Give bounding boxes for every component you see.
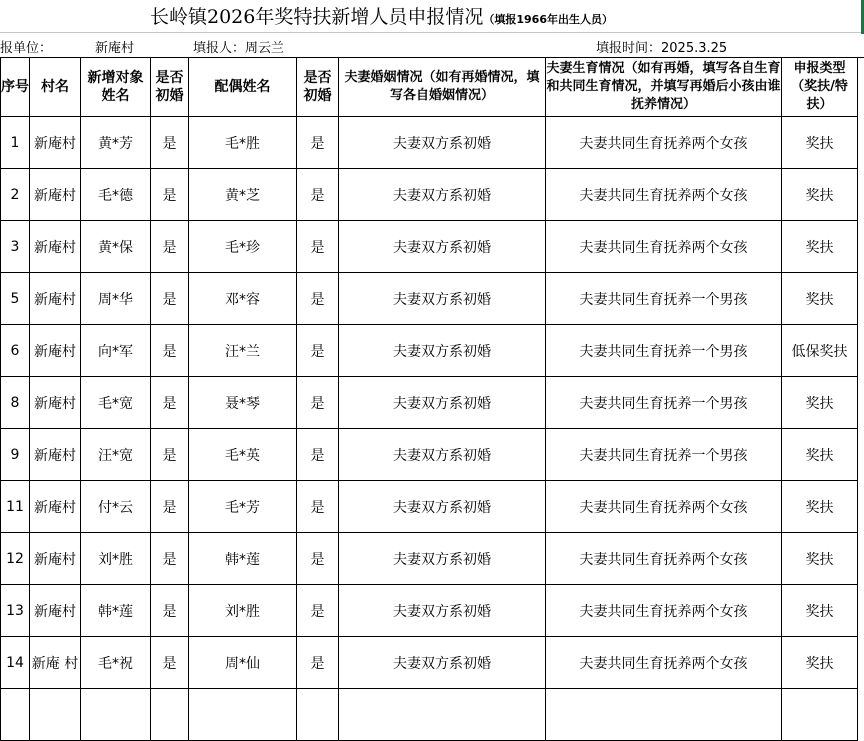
- cell-first-marriage[interactable]: 是: [151, 533, 189, 585]
- title-row: [0, 0, 864, 33]
- cell-birth-status[interactable]: 夫妻共同生育抚养一个男孩: [546, 377, 782, 429]
- header-first-marriage[interactable]: 是否初婚: [151, 58, 189, 117]
- cell-first-marriage[interactable]: 是: [151, 481, 189, 533]
- cell-index[interactable]: 12: [1, 533, 30, 585]
- cell-spouse-first-marriage[interactable]: 是: [297, 325, 339, 377]
- cell-apply-type[interactable]: 奖扶: [782, 585, 858, 637]
- cell-spouse-first-marriage[interactable]: 是: [297, 637, 339, 689]
- cell-spouse-name[interactable]: 黄*芝: [189, 169, 297, 221]
- cell-spouse-name[interactable]: 汪*兰: [189, 325, 297, 377]
- cell-first-marriage[interactable]: 是: [151, 637, 189, 689]
- cell-birth-status[interactable]: 夫妻共同生育抚养两个女孩: [546, 221, 782, 273]
- cell-apply-type[interactable]: [782, 689, 858, 741]
- cell-index[interactable]: 3: [1, 221, 30, 273]
- cell-spouse-first-marriage[interactable]: 是: [297, 585, 339, 637]
- cell-spouse-name[interactable]: 刘*胜: [189, 585, 297, 637]
- cell-village[interactable]: 新庵村: [30, 221, 81, 273]
- cell-village[interactable]: 新庵村: [30, 585, 81, 637]
- cell-index[interactable]: [1, 689, 30, 741]
- cell-village[interactable]: 新庵村: [30, 325, 81, 377]
- cell-new-name[interactable]: 刘*胜: [81, 533, 151, 585]
- cell-village[interactable]: 新庵村: [30, 273, 81, 325]
- cell-first-marriage[interactable]: [151, 689, 189, 741]
- cell-new-name[interactable]: 汪*宽: [81, 429, 151, 481]
- cell-apply-type[interactable]: 低保奖扶: [782, 325, 858, 377]
- header-index[interactable]: 序号: [1, 58, 30, 117]
- header-row: [1, 58, 858, 117]
- cell-index[interactable]: 5: [1, 273, 30, 325]
- fill-date: 填报时间：2025.3.25: [596, 41, 728, 56]
- cell-new-name[interactable]: 黄*芳: [81, 117, 151, 169]
- cell-birth-status[interactable]: [546, 689, 782, 741]
- table-row: [1, 689, 858, 741]
- cell-new-name[interactable]: 韩*莲: [81, 585, 151, 637]
- cell-marriage-status[interactable]: 夫妻双方系初婚: [339, 117, 546, 169]
- cell-marriage-status[interactable]: 夫妻双方系初婚: [339, 429, 546, 481]
- cell-spouse-first-marriage[interactable]: 是: [297, 429, 339, 481]
- cell-birth-status[interactable]: 夫妻共同生育抚养一个男孩: [546, 273, 782, 325]
- cell-marriage-status[interactable]: 夫妻双方系初婚: [339, 377, 546, 429]
- cell-first-marriage[interactable]: 是: [151, 377, 189, 429]
- cell-apply-type[interactable]: 奖扶: [782, 429, 858, 481]
- cell-marriage-status[interactable]: 夫妻双方系初婚: [339, 481, 546, 533]
- cell-birth-status[interactable]: 夫妻共同生育抚养两个女孩: [546, 637, 782, 689]
- cell-marriage-status[interactable]: 夫妻双方系初婚: [339, 637, 546, 689]
- cell-first-marriage[interactable]: 是: [151, 585, 189, 637]
- header-apply-type[interactable]: 申报类型（奖扶/特扶）: [782, 58, 858, 117]
- table-row: [1, 377, 858, 429]
- subtitle-text: （填报1966年出生人员）: [483, 13, 613, 26]
- cell-first-marriage[interactable]: 是: [151, 221, 189, 273]
- cell-apply-type[interactable]: 奖扶: [782, 221, 858, 273]
- cell-village[interactable]: 新庵村: [30, 533, 81, 585]
- cell-new-name[interactable]: [81, 689, 151, 741]
- cell-marriage-status[interactable]: 夫妻双方系初婚: [339, 585, 546, 637]
- cell-index[interactable]: 14: [1, 637, 30, 689]
- unit-value: 新庵村: [95, 41, 135, 56]
- cell-spouse-first-marriage[interactable]: 是: [297, 481, 339, 533]
- cell-spouse-name[interactable]: 韩*莲: [189, 533, 297, 585]
- unit-label: 报单位：: [0, 41, 53, 56]
- cell-spouse-name[interactable]: 毛*芳: [189, 481, 297, 533]
- header-spouse-first-marriage[interactable]: 是否初婚: [297, 58, 339, 117]
- cell-new-name[interactable]: 毛*德: [81, 169, 151, 221]
- table-row: [1, 585, 858, 637]
- cell-village[interactable]: 新庵村: [30, 169, 81, 221]
- cell-village[interactable]: 新庵 村: [30, 637, 81, 689]
- cell-apply-type[interactable]: 奖扶: [782, 481, 858, 533]
- cell-spouse-first-marriage[interactable]: [297, 689, 339, 741]
- cell-birth-status[interactable]: 夫妻共同生育抚养两个女孩: [546, 481, 782, 533]
- cell-spouse-first-marriage[interactable]: 是: [297, 169, 339, 221]
- cell-birth-status[interactable]: 夫妻共同生育抚养两个女孩: [546, 585, 782, 637]
- header-village[interactable]: 村名: [30, 58, 81, 117]
- table-row: [1, 481, 858, 533]
- cell-index[interactable]: 8: [1, 377, 30, 429]
- cell-index[interactable]: 1: [1, 117, 30, 169]
- cell-birth-status[interactable]: 夫妻共同生育抚养一个男孩: [546, 325, 782, 377]
- header-spouse-name[interactable]: 配偶姓名: [189, 58, 297, 117]
- cell-village[interactable]: 新庵村: [30, 377, 81, 429]
- cell-apply-type[interactable]: 奖扶: [782, 273, 858, 325]
- cell-index[interactable]: 6: [1, 325, 30, 377]
- cell-apply-type[interactable]: 奖扶: [782, 377, 858, 429]
- cell-first-marriage[interactable]: 是: [151, 273, 189, 325]
- cell-index[interactable]: 11: [1, 481, 30, 533]
- cell-birth-status[interactable]: 夫妻共同生育抚养一个男孩: [546, 429, 782, 481]
- cell-spouse-name[interactable]: 周*仙: [189, 637, 297, 689]
- cell-index[interactable]: 9: [1, 429, 30, 481]
- table-row: [1, 273, 858, 325]
- cell-marriage-status[interactable]: 夫妻双方系初婚: [339, 533, 546, 585]
- cell-spouse-first-marriage[interactable]: 是: [297, 221, 339, 273]
- cell-apply-type[interactable]: 奖扶: [782, 637, 858, 689]
- cell-apply-type[interactable]: 奖扶: [782, 117, 858, 169]
- cell-new-name[interactable]: 付*云: [81, 481, 151, 533]
- cell-new-name[interactable]: 黄*保: [81, 221, 151, 273]
- cell-first-marriage[interactable]: 是: [151, 117, 189, 169]
- cell-spouse-name[interactable]: [189, 689, 297, 741]
- cell-marriage-status[interactable]: 夫妻双方系初婚: [339, 221, 546, 273]
- filler-name: 填报人：周云兰: [193, 41, 285, 56]
- cell-village[interactable]: 新庵村: [30, 481, 81, 533]
- cell-first-marriage[interactable]: 是: [151, 429, 189, 481]
- header-new-name[interactable]: 新增对象姓名: [81, 58, 151, 117]
- cell-birth-status[interactable]: 夫妻共同生育抚养两个女孩: [546, 533, 782, 585]
- table-row: [1, 637, 858, 689]
- cell-spouse-name[interactable]: 毛*英: [189, 429, 297, 481]
- table-row: [1, 221, 858, 273]
- info-row: [0, 33, 864, 58]
- table-row: [1, 325, 858, 377]
- cell-spouse-first-marriage[interactable]: 是: [297, 117, 339, 169]
- cell-spouse-name[interactable]: 毛*珍: [189, 221, 297, 273]
- cell-spouse-first-marriage[interactable]: 是: [297, 273, 339, 325]
- table-row: [1, 117, 858, 169]
- cell-birth-status[interactable]: 夫妻共同生育抚养两个女孩: [546, 117, 782, 169]
- cell-apply-type[interactable]: 奖扶: [782, 533, 858, 585]
- cell-new-name[interactable]: 向*军: [81, 325, 151, 377]
- cell-new-name[interactable]: 周*华: [81, 273, 151, 325]
- cell-new-name[interactable]: 毛*祝: [81, 637, 151, 689]
- cell-spouse-first-marriage[interactable]: 是: [297, 377, 339, 429]
- cell-marriage-status[interactable]: [339, 689, 546, 741]
- cell-spouse-name[interactable]: 毛*胜: [189, 117, 297, 169]
- title-text: 长岭镇2026年奖特扶新增人员申报情况: [150, 6, 484, 28]
- cell-new-name[interactable]: 毛*宽: [81, 377, 151, 429]
- cell-marriage-status[interactable]: 夫妻双方系初婚: [339, 273, 546, 325]
- cell-apply-type[interactable]: 奖扶: [782, 169, 858, 221]
- cell-spouse-name[interactable]: 聂*琴: [189, 377, 297, 429]
- sheet-title: [150, 2, 613, 29]
- cell-village[interactable]: [30, 689, 81, 741]
- cell-village[interactable]: 新庵村: [30, 117, 81, 169]
- cell-first-marriage[interactable]: 是: [151, 169, 189, 221]
- cell-birth-status[interactable]: 夫妻共同生育抚养两个女孩: [546, 169, 782, 221]
- cell-marriage-status[interactable]: 夫妻双方系初婚: [339, 169, 546, 221]
- cell-spouse-first-marriage[interactable]: 是: [297, 533, 339, 585]
- table-row: [1, 429, 858, 481]
- table-row: [1, 533, 858, 585]
- data-table: [0, 57, 858, 741]
- table-row: [1, 169, 858, 221]
- cell-index[interactable]: 13: [1, 585, 30, 637]
- cell-marriage-status[interactable]: 夫妻双方系初婚: [339, 325, 546, 377]
- header-marriage-status[interactable]: 夫妻婚姻情况（如有再婚情况，填写各自婚姻情况）: [339, 58, 546, 117]
- cell-index[interactable]: 2: [1, 169, 30, 221]
- cell-village[interactable]: 新庵村: [30, 429, 81, 481]
- cell-spouse-name[interactable]: 邓*容: [189, 273, 297, 325]
- cell-first-marriage[interactable]: 是: [151, 325, 189, 377]
- header-birth-status[interactable]: 夫妻生育情况（如有再婚，填写各自生育和共同生育情况，并填写再婚后小孩由谁抚养情况）: [546, 58, 782, 117]
